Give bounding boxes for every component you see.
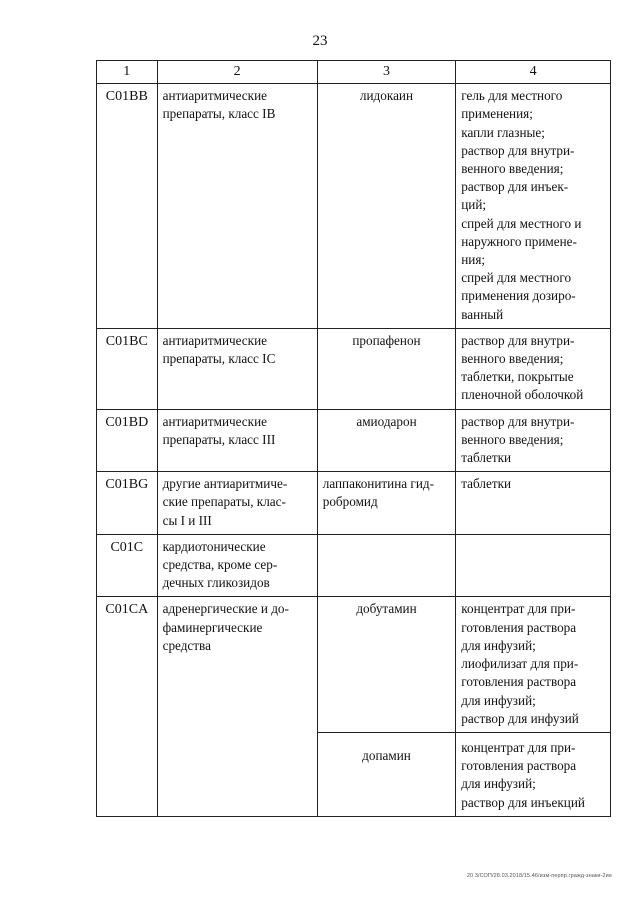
- atc-code: C01BB: [97, 84, 158, 329]
- table-body: [97, 84, 611, 817]
- drug-name-line: робромид: [322, 494, 378, 510]
- dosage-forms-line: таблетки: [461, 450, 512, 466]
- dosage-forms-line: венного введения;: [461, 431, 564, 447]
- dosage-forms-line: ния;: [461, 252, 486, 268]
- drug-name-line: добутамин: [356, 601, 417, 617]
- pharmacological-group-line: препараты, класс IC: [162, 351, 276, 367]
- dosage-forms-line: лиофилизат для при-: [461, 656, 579, 672]
- table-header-row: [97, 61, 611, 84]
- drug-name: [317, 409, 456, 472]
- dosage-forms: [456, 597, 611, 732]
- dosage-forms-line: раствор для внутри-: [461, 413, 575, 429]
- dosage-forms-line: раствор для инъек-: [461, 179, 569, 195]
- pharmacological-group-line: средства, кроме сер-: [162, 557, 278, 573]
- dosage-forms-line: раствор для внутри-: [461, 142, 575, 158]
- drug-name: [317, 732, 456, 816]
- table-row: [97, 409, 611, 472]
- drug-name-line: допамин: [362, 747, 411, 763]
- dosage-forms-line: для инфузий;: [461, 692, 536, 708]
- pharmacological-group-line: препараты, класс IB: [162, 106, 276, 122]
- pharmacological-group: [157, 597, 317, 816]
- dosage-forms-line: концентрат для при-: [461, 739, 576, 755]
- pharmacological-group-line: кардиотонические: [162, 538, 266, 554]
- dosage-forms: [456, 328, 611, 409]
- pharmacological-group-line: антиаритмические: [162, 332, 267, 348]
- dosage-forms-line: спрей для местного и: [461, 215, 582, 231]
- dosage-forms-line: готовления раствора: [461, 619, 577, 635]
- table-row: [97, 597, 611, 732]
- dosage-forms-line: применения дозиро-: [461, 288, 576, 304]
- table-row: [97, 472, 611, 535]
- drug-name-line: лаппаконитина гид-: [322, 476, 435, 492]
- dosage-forms-line: капли глазные;: [461, 124, 545, 140]
- document-reference-footer: 20 3/СОП/28.03.2018/15.46/изм-перпр.гражд-знаки-2ие: [466, 873, 612, 879]
- dosage-forms-line: для инфузий;: [461, 637, 536, 653]
- dosage-forms: [456, 732, 611, 816]
- drug-name: [317, 534, 456, 597]
- pharmacological-group-line: адренергические и до-: [162, 601, 289, 617]
- column-header-4: 4: [456, 61, 611, 84]
- page-number: 23: [312, 33, 328, 49]
- pharmacological-group-line: сы I и III: [162, 512, 212, 528]
- dosage-forms-line: таблетки: [461, 476, 512, 492]
- dosage-forms: [456, 472, 611, 535]
- dosage-forms-line: раствор для внутри-: [461, 332, 575, 348]
- drug-name: [317, 328, 456, 409]
- atc-code: C01BC: [97, 328, 158, 409]
- atc-code: C01BD: [97, 409, 158, 472]
- drug-name: [317, 84, 456, 329]
- dosage-forms-line: готовления раствора: [461, 674, 577, 690]
- drug-name: [317, 597, 456, 732]
- pharmacological-group-line: ские препараты, клас-: [162, 494, 286, 510]
- pharmacological-group: [157, 472, 317, 535]
- pharmacological-group-line: другие антиаритмиче-: [162, 476, 288, 492]
- dosage-forms-line: раствор для инфузий: [461, 710, 579, 726]
- pharmacological-group: [157, 534, 317, 597]
- column-header-1: 1: [97, 61, 158, 84]
- drug-list-table: [96, 60, 611, 817]
- dosage-forms-line: пленочной оболочкой: [461, 387, 584, 403]
- column-header-2: 2: [157, 61, 317, 84]
- dosage-forms: [456, 534, 611, 597]
- pharmacological-group: [157, 84, 317, 329]
- pharmacological-group: [157, 409, 317, 472]
- dosage-forms-line: венного введения;: [461, 351, 564, 367]
- dosage-forms: [456, 84, 611, 329]
- dosage-forms-line: ванный: [461, 306, 504, 322]
- atc-code: C01C: [97, 534, 158, 597]
- dosage-forms-line: применения;: [461, 106, 533, 122]
- dosage-forms-line: гель для местного: [461, 88, 563, 104]
- dosage-forms-line: венного введения;: [461, 161, 564, 177]
- dosage-forms-line: для инфузий;: [461, 776, 536, 792]
- dosage-forms-line: раствор для инъекций: [461, 794, 585, 810]
- pharmacological-group-line: препараты, класс III: [162, 431, 276, 447]
- dosage-forms-line: наружного примене-: [461, 233, 577, 249]
- column-header-3: 3: [317, 61, 456, 84]
- drug-name-line: амиодарон: [356, 413, 417, 429]
- pharmacological-group-line: дечных гликозидов: [162, 575, 270, 591]
- dosage-forms-line: готовления раствора: [461, 758, 577, 774]
- drug-name: [317, 472, 456, 535]
- atc-code: C01CA: [97, 597, 158, 816]
- table-row: [97, 534, 611, 597]
- pharmacological-group-line: антиаритмические: [162, 88, 267, 104]
- pharmacological-group-line: антиаритмические: [162, 413, 267, 429]
- drug-name-line: пропафенон: [352, 332, 421, 348]
- table-row: [97, 84, 611, 329]
- pharmacological-group-line: фаминергические: [162, 619, 263, 635]
- dosage-forms-line: спрей для местного: [461, 270, 572, 286]
- dosage-forms-line: концентрат для при-: [461, 601, 576, 617]
- pharmacological-group-line: средства: [162, 637, 211, 653]
- table-row: [97, 328, 611, 409]
- dosage-forms: [456, 409, 611, 472]
- drug-name-line: лидокаин: [359, 88, 414, 104]
- dosage-forms-line: таблетки, покрытые: [461, 369, 574, 385]
- atc-code: C01BG: [97, 472, 158, 535]
- dosage-forms-line: ций;: [461, 197, 487, 213]
- pharmacological-group: [157, 328, 317, 409]
